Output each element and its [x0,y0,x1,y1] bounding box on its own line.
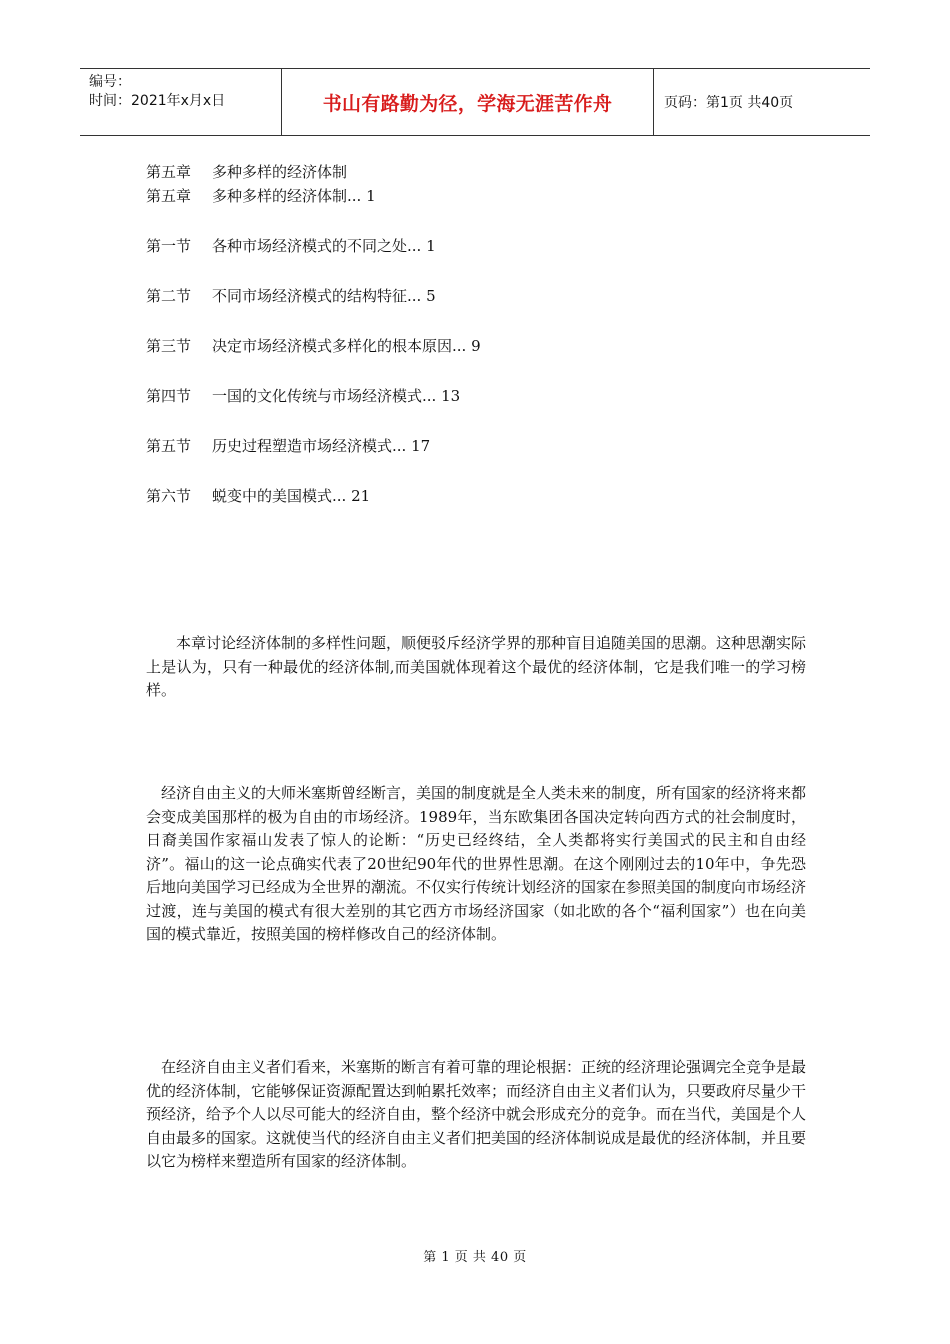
toc-entry[interactable] [146,434,806,458]
body-paragraph: 经济自由主义的大师米塞斯曾经断言，美国的制度就是全人类未来的制度，所有国家的经济将来都会变成美国那样的极为自由的市场经济。1989年，当东欧集团各国决定转向西方式的社会制度时，日裔美国作家福山发表了惊人的论断：“历史已经终结，全人类都将实行美国式的民主和自由经济”。福山的这一论点确实代表了20世纪90年代的世界性思潮。在这个刚刚过去的10年中，争先恐后地向美国学习已经成为全世界的潮流。不仅实行传统计划经济的国家在参照美国的制度向市场经济过渡，连与美国的模式有很大差别的其它西方市场经济国家（如北欧的各个“福利国家”）也在向美国的模式靠近，按照美国的榜样修改自己的经济体制。 [146,784,807,943]
toc-entry-label: 第一节 [146,237,192,255]
body-paragraph: 本章讨论经济体制的多样性问题，顺便驳斥经济学界的那种盲目追随美国的思潮。这种思潮实际上是认为，只有一种最优的经济体制,而美国就体现着这个最优的经济体制，它是我们唯一的学习榜样。 [146,634,807,699]
toc-title-label: 第五章 [146,163,192,181]
document-code-label: 编号： [89,74,131,90]
toc-entry-label: 第二节 [146,287,192,305]
toc-entry[interactable] [146,184,806,208]
header-page-info: 页码：第1页 共40页 [664,95,794,111]
toc-entry-label: 第五章 [146,187,192,205]
toc-entry[interactable] [146,334,806,358]
toc-entry-text: 蜕变中的美国模式... 21 [212,487,371,505]
header-meta-cell [80,69,282,135]
table-of-contents [146,160,806,508]
toc-entry[interactable] [146,284,806,308]
header-motto: 书山有路勤为径，学海无涯苦作舟 [282,69,654,135]
toc-entry-text: 一国的文化传统与市场经济模式... 13 [212,387,461,405]
toc-entry-text: 多种多样的经济体制... 1 [212,187,376,205]
toc-entry-text: 决定市场经济模式多样化的根本原因... 9 [212,337,481,355]
body-paragraph: 在经济自由主义者们看来，米塞斯的断言有着可靠的理论根据：正统的经济理论强调完全竞争是最优的经济体制，它能够保证资源配置达到帕累托效率；而经济自由主义者们认为，只要政府尽量少干预经济，给予个人以尽可能大的经济自由，整个经济中就会形成充分的竞争。而在当代，美国是个人自由最多的国家。这就使当代的经济自由主义者们把美国的经济体制说成是最优的经济体制，并且要以它为榜样来塑造所有国家的经济体制。 [146,1058,807,1170]
toc-title-text: 多种多样的经济体制 [212,163,348,181]
toc-entry-label: 第五节 [146,437,192,455]
toc-title [146,160,806,184]
document-date: 时间：2021年x月x日 [89,93,226,109]
toc-entry[interactable] [146,484,806,508]
toc-entry-text: 不同市场经济模式的结构特征... 5 [212,287,436,305]
page-footer: 第 1 页 共 40 页 [423,1250,527,1265]
toc-entry-label: 第四节 [146,387,192,405]
toc-entry-label: 第三节 [146,337,192,355]
toc-entry[interactable] [146,234,806,258]
document-header [80,68,870,136]
toc-entry-text: 各种市场经济模式的不同之处... 1 [212,237,436,255]
toc-entry-text: 历史过程塑造市场经济模式... 17 [212,437,431,455]
toc-entry[interactable] [146,384,806,408]
toc-entry-label: 第六节 [146,487,192,505]
